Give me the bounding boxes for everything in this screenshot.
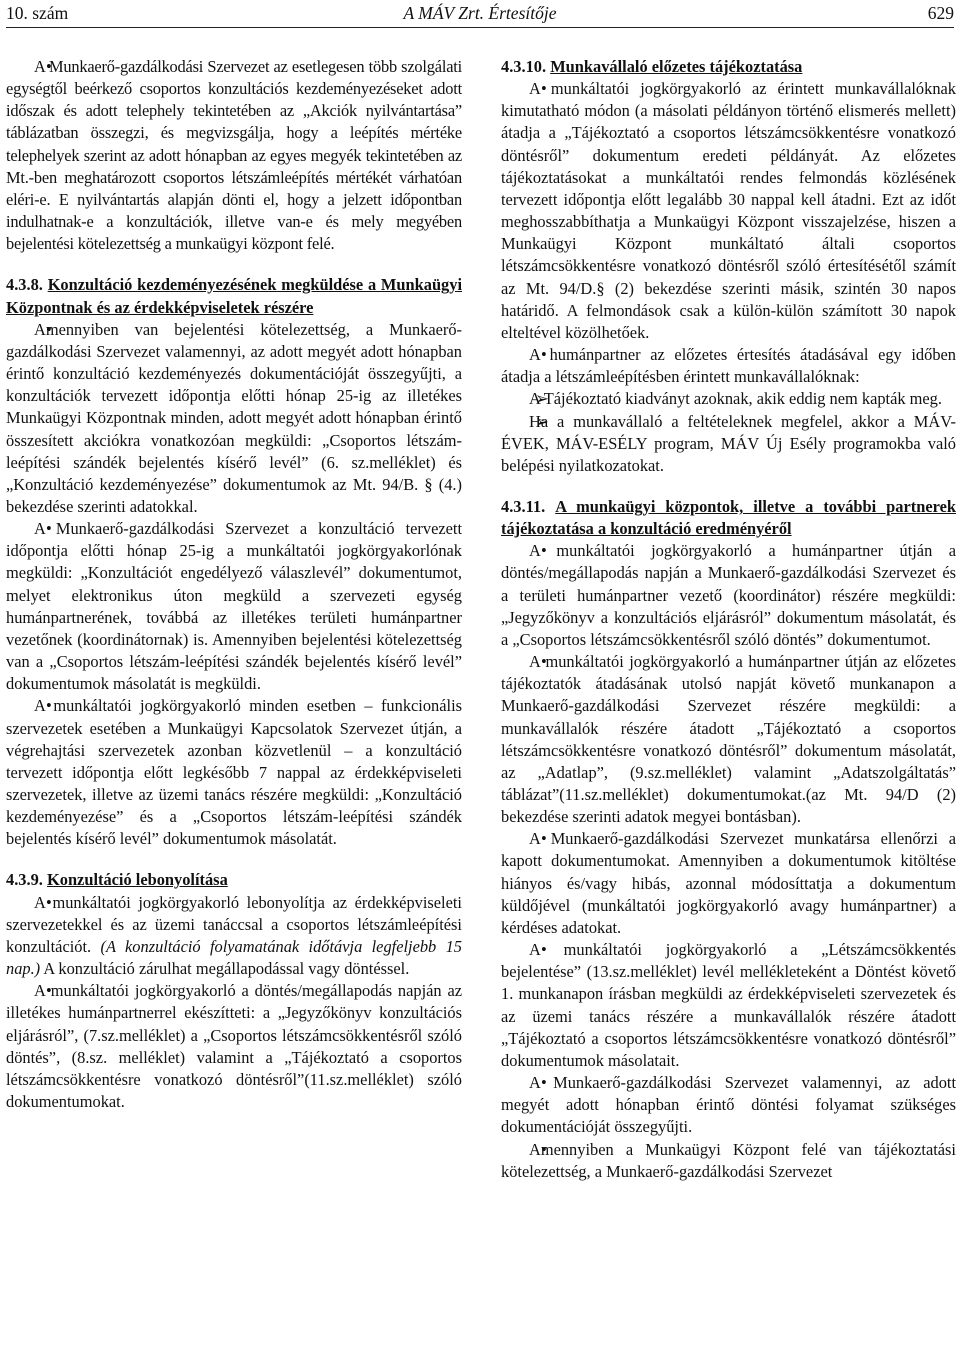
italic-note: (A konzultáció folyamatának időtávja legfeljebb 15 nap.) [6, 936, 462, 979]
section-number: 4.3.9. [6, 870, 43, 890]
paragraph: • Amennyiben van bejelentési kötelezettség, a Munkaerő-gazdálkodási Szervezet valamennyi, az adott megyét adott hónapban érintő konzultáció kezdeményezés dokumentációját összegyűjti, a konzultációk tervezett időpontja előtti hónap 25-ig az illetékes Munkaügyi Központnak minden, adott megyét adott hónapban érintő összesített akciókra vonatkozóan megküldi: „Csoportos létszám-leépítési szándék bejelentés kísérő levél” (6. sz.melléklet) és „Konzultáció kezdeményezése” dokumentumok az Mt. 94/B. § (4.) bekezdése szerinti adatokkal. [6, 319, 462, 518]
journal-title: A MÁV Zrt. Értesítője [403, 3, 557, 23]
section-heading-4-3-9 [6, 869, 462, 891]
text-run: A konzultáció zárulhat megállapodással vagy döntéssel. [43, 959, 410, 979]
left-column [6, 56, 462, 1113]
arrow-list-item: ➢ A Tájékoztató kiadványt azoknak, akik eddig nem kapták meg. [501, 388, 956, 410]
section-number: 4.3.10. [501, 57, 547, 76]
text-run: A munkáltatói jogkörgyakorló lebonyolítja az érdekképviseleti szervezetekkel és az üzemi tanáccsal a csoportos létszámleépítési konzultációt. [6, 892, 462, 956]
paragraph: • A Munkaerő-gazdálkodási Szervezet a konzultáció tervezett időpontja előtti hónap 25-ig a munkáltatói jogkörgyakorlónak megküldi: „Konzultációt engedélyező válaszlevél” dokumentumot, melyet elektronikus úton megküld a szervezeti egység humánpartnerének, továbbá az illetékes területi humánpartner vezetőnek (koordinátornak) is. Amennyiben bejelentési kötelezettség van a „Csoportos létszám-leépítési szándék bejelentés kísérő levél” dokumentumok másolatát is megküldi. [6, 518, 462, 695]
paragraph: • A Munkaerő-gazdálkodási Szervezet az esetlegesen több szolgálati egységtől beérkező csoportos konzultációs kezdeményezéseket adott időszak és adott telephely tekintetében az „Akciók nyilvántartása” táblázatban összegzi, és megvizsgálja, hogy a leépítés mértéke telephelyek szerint az adott hónapban az egyes megyék tekintetében az Mt.-ben meghatározott csoportos létszámleépítés mértékét várhatóan eléri-e. E nyilvántartás alapján dönti el, hogy a jelzett időpontban indulhatnak-e a konzultációk, illetve van-e és mely megyében bejelentési kötelezettség a munkaügyi központ felé. [6, 56, 462, 255]
paragraph: • Amennyiben a Munkaügyi Központ felé van tájékoztatási kötelezettség, a Munkaerő-gazdálkodási Szervezet [501, 1139, 956, 1183]
section-number: 4.3.11. [501, 496, 546, 516]
section-number: 4.3.8. [6, 275, 43, 295]
section-heading-4-3-10 [501, 56, 956, 78]
arrow-list-item: ➢ Ha a munkavállaló a feltételeknek megfelel, akkor a MÁV-ÉVEK, MÁV-ESÉLY program, MÁV Új Esély programokba való belépési nyilatkozatokat. [501, 411, 956, 477]
paragraph: • A munkáltatói jogkörgyakorló az érintett munkavállalóknak kimutatható módon (a másolati példányon történő elismerés mellett) átadja a „Tájékoztató a csoportos létszámcsökkentésre vonatkozó döntésről” dokumentum eredeti példányát. Az előzetes tájékoztatásokat a munkáltatói rendes felmondás közlésének tervezett időpontja előtt legalább 30 nappal kell átadni. Ezt az időt meghosszabbíthatja a Munkaügyi Központ visszajelzése, hiszen a Munkaügyi Központ munkáltató általi csoportos létszámcsökkentésre vonatkozó döntésről szóló értesítésétől számít az Mt. 94/D.§ (2) bekezdése szerinti másik, szintén 30 napos határidő. A felmondások csak a külön-külön számított 30 napok elteltével közölhetőek. [501, 78, 956, 344]
section-title: Konzultáció kezdeményezésének megküldése a Munkaügyi Központnak és az érdekképviseletek részére [6, 275, 462, 317]
issue-number: 10. szám [6, 3, 69, 23]
section-title: A munkaügyi központok, illetve a további partnerek tájékoztatása a konzultáció eredményéről [501, 496, 956, 539]
paragraph: • A munkáltatói jogkörgyakorló a humánpartner útján az előzetes tájékoztatók átadásának utolsó napját követő munkanapon a Munkaerő-gazdálkodási Szervezet részére megküldi: a munkavállalók részére átadott „Tájékoztató a csoportos létszámcsökkentésre vonatkozó döntésről” dokumentum másolatát, az „Adatlap”, (9.sz.melléklet) valamint „Adatszolgáltatás” táblázat”(11.sz.melléklet) dokumentumokat.(az Mt. 94/D (2) bekezdése szerinti adatok megyei bontásban). [501, 651, 956, 828]
paragraph [6, 892, 462, 981]
paragraph: • A munkáltatói jogkörgyakorló minden esetben – funkcionális szervezetek esetében a Munkaügyi Kapcsolatok Szervezet útján, a végrehajtási szervezetek azonban közvetlenül – a konzultáció tervezett időpontja előtt legkésőbb 7 nappal az érdekképviseleti szervezetek, illetve az üzemi tanács részére megküldi: „Konzultáció kezdeményezése” és a „Csoportos létszám-leépítési szándék bejelentés kísérő levél” dokumentumok másolatát. [6, 695, 462, 850]
paragraph: • A humánpartner az előzetes értesítés átadásával egy időben átadja a létszámleépítésben érintett munkavállalóknak: [501, 344, 956, 388]
paragraph: • A munkáltatói jogkörgyakorló a döntés/megállapodás napján az illetékes humánpartnerrel ekészítteti: a „Jegyzőkönyv konzultációs eljárásról”, (7.sz.melléklet) a „Csoportos létszámcsökkentésről szóló döntés”, (8.sz. melléklet) valamint a „Tájékoztató a csoportos létszámcsökkentésre vonatkozó döntésről”(11.sz.melléklet) szóló dokumentumokat. [6, 980, 462, 1113]
section-heading-4-3-8 [6, 274, 462, 318]
paragraph: • A munkáltatói jogkörgyakorló a „Létszámcsökkentés bejelentése” (13.sz.melléklet) levél mellékleteként a Döntést követő 1. munkanapon írásban megküldi az érdekképviseleti szervezetek és az üzemi tanács részére a munkavállalók részére átadott „Tájékoztató a csoportos létszámcsökkentésre vonatkozó döntésről” dokumentumok másolatait. [501, 939, 956, 1072]
page-number: 629 [927, 3, 954, 23]
section-title: Munkavállaló előzetes tájékoztatása [550, 57, 803, 76]
right-column [501, 56, 956, 1183]
section-title: Konzultáció lebonyolítása [47, 870, 228, 890]
paragraph: • A Munkaerő-gazdálkodási Szervezet munkatársa ellenőrzi a kapott dokumentumokat. Amennyiben a dokumentumok kitöltése hiányos és/vagy hibás, azonnal módosíttatja a dokumentum küldőjével (munkáltatói jogkörgyakorló avagy humánpartner) a kérdéses adatokat. [501, 828, 956, 939]
paragraph: • A munkáltatói jogkörgyakorló a humánpartner útján a döntés/megállapodás napján a Munkaerő-gazdálkodási Szervezet és a területi humánpartner vezető (koordinátor) részére megküldi: „Jegyzőkönyv a konzultációs eljárásról” dokumentum másolatát, és a „Csoportos létszámcsökkentésről szóló döntés” dokumentumot. [501, 540, 956, 651]
paragraph: • A Munkaerő-gazdálkodási Szervezet valamennyi, az adott megyét adott hónapban érintő döntési folyamat szükséges dokumentációját összegyűjti. [501, 1072, 956, 1138]
header-rule [6, 27, 954, 28]
section-heading-4-3-11 [501, 496, 956, 540]
page-header [6, 2, 954, 26]
